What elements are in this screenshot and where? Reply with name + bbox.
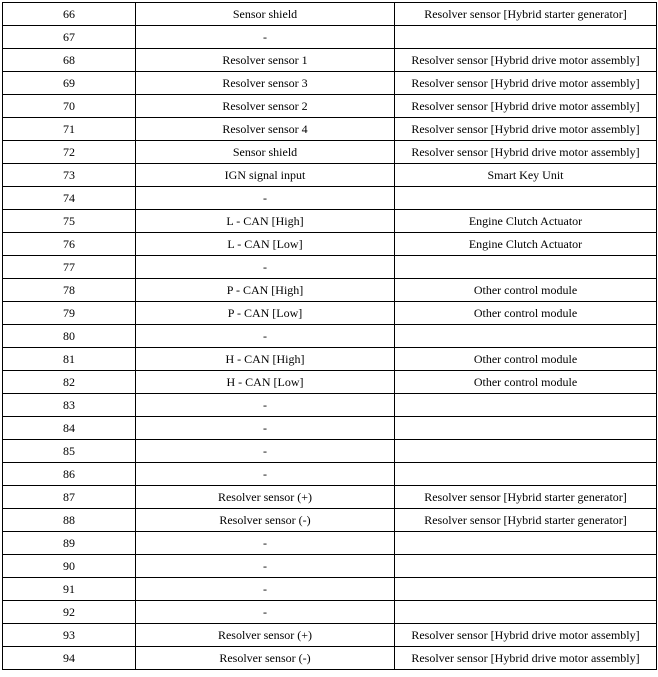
table-row bbox=[3, 325, 657, 348]
description-cell: - bbox=[136, 440, 395, 463]
pin-number-cell: 92 bbox=[3, 601, 136, 624]
table-row bbox=[3, 532, 657, 555]
table-row bbox=[3, 647, 657, 670]
connected-to-cell bbox=[395, 578, 657, 601]
pin-number-cell: 87 bbox=[3, 486, 136, 509]
table-row bbox=[3, 233, 657, 256]
pin-number-cell: 81 bbox=[3, 348, 136, 371]
table-row bbox=[3, 256, 657, 279]
table-row bbox=[3, 348, 657, 371]
pin-number-cell: 67 bbox=[3, 26, 136, 49]
pin-number-cell: 84 bbox=[3, 417, 136, 440]
pin-function-table bbox=[2, 2, 657, 670]
table-row bbox=[3, 279, 657, 302]
connected-to-cell bbox=[395, 417, 657, 440]
connected-to-cell: Smart Key Unit bbox=[395, 164, 657, 187]
table-row bbox=[3, 509, 657, 532]
pin-number-cell: 72 bbox=[3, 141, 136, 164]
description-cell: - bbox=[136, 325, 395, 348]
pin-number-cell: 74 bbox=[3, 187, 136, 210]
connected-to-cell: Resolver sensor [Hybrid drive motor assembly] bbox=[395, 647, 657, 670]
connected-to-cell: Other control module bbox=[395, 348, 657, 371]
connected-to-cell: Resolver sensor [Hybrid starter generator] bbox=[395, 3, 657, 26]
pin-number-cell: 94 bbox=[3, 647, 136, 670]
table-row bbox=[3, 72, 657, 95]
connected-to-cell bbox=[395, 256, 657, 279]
description-cell: P - CAN [Low] bbox=[136, 302, 395, 325]
table-row bbox=[3, 95, 657, 118]
table-row bbox=[3, 302, 657, 325]
description-cell: Resolver sensor 2 bbox=[136, 95, 395, 118]
pin-table-body bbox=[3, 3, 657, 670]
description-cell: Resolver sensor (+) bbox=[136, 624, 395, 647]
connected-to-cell: Resolver sensor [Hybrid drive motor assembly] bbox=[395, 118, 657, 141]
description-cell: Resolver sensor 4 bbox=[136, 118, 395, 141]
connected-to-cell: Resolver sensor [Hybrid starter generator] bbox=[395, 486, 657, 509]
table-row bbox=[3, 578, 657, 601]
connected-to-cell bbox=[395, 555, 657, 578]
table-row bbox=[3, 440, 657, 463]
description-cell: L - CAN [Low] bbox=[136, 233, 395, 256]
description-cell: - bbox=[136, 417, 395, 440]
description-cell: H - CAN [Low] bbox=[136, 371, 395, 394]
connected-to-cell: Engine Clutch Actuator bbox=[395, 210, 657, 233]
pin-number-cell: 75 bbox=[3, 210, 136, 233]
pin-number-cell: 88 bbox=[3, 509, 136, 532]
description-cell: - bbox=[136, 26, 395, 49]
connected-to-cell bbox=[395, 187, 657, 210]
description-cell: Resolver sensor (-) bbox=[136, 647, 395, 670]
table-row bbox=[3, 210, 657, 233]
table-row bbox=[3, 141, 657, 164]
description-cell: Sensor shield bbox=[136, 3, 395, 26]
pin-number-cell: 90 bbox=[3, 555, 136, 578]
pin-number-cell: 78 bbox=[3, 279, 136, 302]
pin-number-cell: 82 bbox=[3, 371, 136, 394]
connected-to-cell: Engine Clutch Actuator bbox=[395, 233, 657, 256]
pin-number-cell: 86 bbox=[3, 463, 136, 486]
table-row bbox=[3, 601, 657, 624]
table-row bbox=[3, 624, 657, 647]
table-row bbox=[3, 3, 657, 26]
table-row bbox=[3, 187, 657, 210]
table-row bbox=[3, 417, 657, 440]
table-row bbox=[3, 49, 657, 72]
table-row bbox=[3, 486, 657, 509]
connected-to-cell: Resolver sensor [Hybrid drive motor assembly] bbox=[395, 624, 657, 647]
pin-number-cell: 70 bbox=[3, 95, 136, 118]
connected-to-cell bbox=[395, 532, 657, 555]
description-cell: - bbox=[136, 555, 395, 578]
description-cell: Sensor shield bbox=[136, 141, 395, 164]
pin-number-cell: 68 bbox=[3, 49, 136, 72]
description-cell: Resolver sensor 3 bbox=[136, 72, 395, 95]
connected-to-cell bbox=[395, 394, 657, 417]
table-row bbox=[3, 555, 657, 578]
connected-to-cell: Resolver sensor [Hybrid drive motor assembly] bbox=[395, 95, 657, 118]
description-cell: - bbox=[136, 394, 395, 417]
connected-to-cell bbox=[395, 463, 657, 486]
description-cell: - bbox=[136, 601, 395, 624]
pin-number-cell: 93 bbox=[3, 624, 136, 647]
pin-number-cell: 71 bbox=[3, 118, 136, 141]
description-cell: - bbox=[136, 187, 395, 210]
connected-to-cell: Resolver sensor [Hybrid drive motor assembly] bbox=[395, 49, 657, 72]
pin-number-cell: 76 bbox=[3, 233, 136, 256]
pin-number-cell: 89 bbox=[3, 532, 136, 555]
table-row bbox=[3, 118, 657, 141]
connected-to-cell: Other control module bbox=[395, 371, 657, 394]
description-cell: Resolver sensor 1 bbox=[136, 49, 395, 72]
pin-number-cell: 85 bbox=[3, 440, 136, 463]
description-cell: P - CAN [High] bbox=[136, 279, 395, 302]
connected-to-cell: Resolver sensor [Hybrid drive motor assembly] bbox=[395, 72, 657, 95]
description-cell: Resolver sensor (+) bbox=[136, 486, 395, 509]
connected-to-cell: Other control module bbox=[395, 279, 657, 302]
table-row bbox=[3, 164, 657, 187]
description-cell: - bbox=[136, 463, 395, 486]
pin-number-cell: 77 bbox=[3, 256, 136, 279]
connected-to-cell bbox=[395, 325, 657, 348]
pin-number-cell: 79 bbox=[3, 302, 136, 325]
table-row bbox=[3, 26, 657, 49]
connected-to-cell: Other control module bbox=[395, 302, 657, 325]
description-cell: IGN signal input bbox=[136, 164, 395, 187]
connected-to-cell: Resolver sensor [Hybrid starter generator] bbox=[395, 509, 657, 532]
description-cell: Resolver sensor (-) bbox=[136, 509, 395, 532]
connected-to-cell bbox=[395, 601, 657, 624]
description-cell: - bbox=[136, 532, 395, 555]
pin-number-cell: 80 bbox=[3, 325, 136, 348]
connected-to-cell: Resolver sensor [Hybrid drive motor assembly] bbox=[395, 141, 657, 164]
pin-number-cell: 83 bbox=[3, 394, 136, 417]
description-cell: H - CAN [High] bbox=[136, 348, 395, 371]
description-cell: - bbox=[136, 578, 395, 601]
pin-number-cell: 66 bbox=[3, 3, 136, 26]
connected-to-cell bbox=[395, 26, 657, 49]
description-cell: - bbox=[136, 256, 395, 279]
pin-number-cell: 73 bbox=[3, 164, 136, 187]
description-cell: L - CAN [High] bbox=[136, 210, 395, 233]
connected-to-cell bbox=[395, 440, 657, 463]
pin-number-cell: 69 bbox=[3, 72, 136, 95]
table-row bbox=[3, 371, 657, 394]
pin-number-cell: 91 bbox=[3, 578, 136, 601]
table-row bbox=[3, 394, 657, 417]
table-row bbox=[3, 463, 657, 486]
